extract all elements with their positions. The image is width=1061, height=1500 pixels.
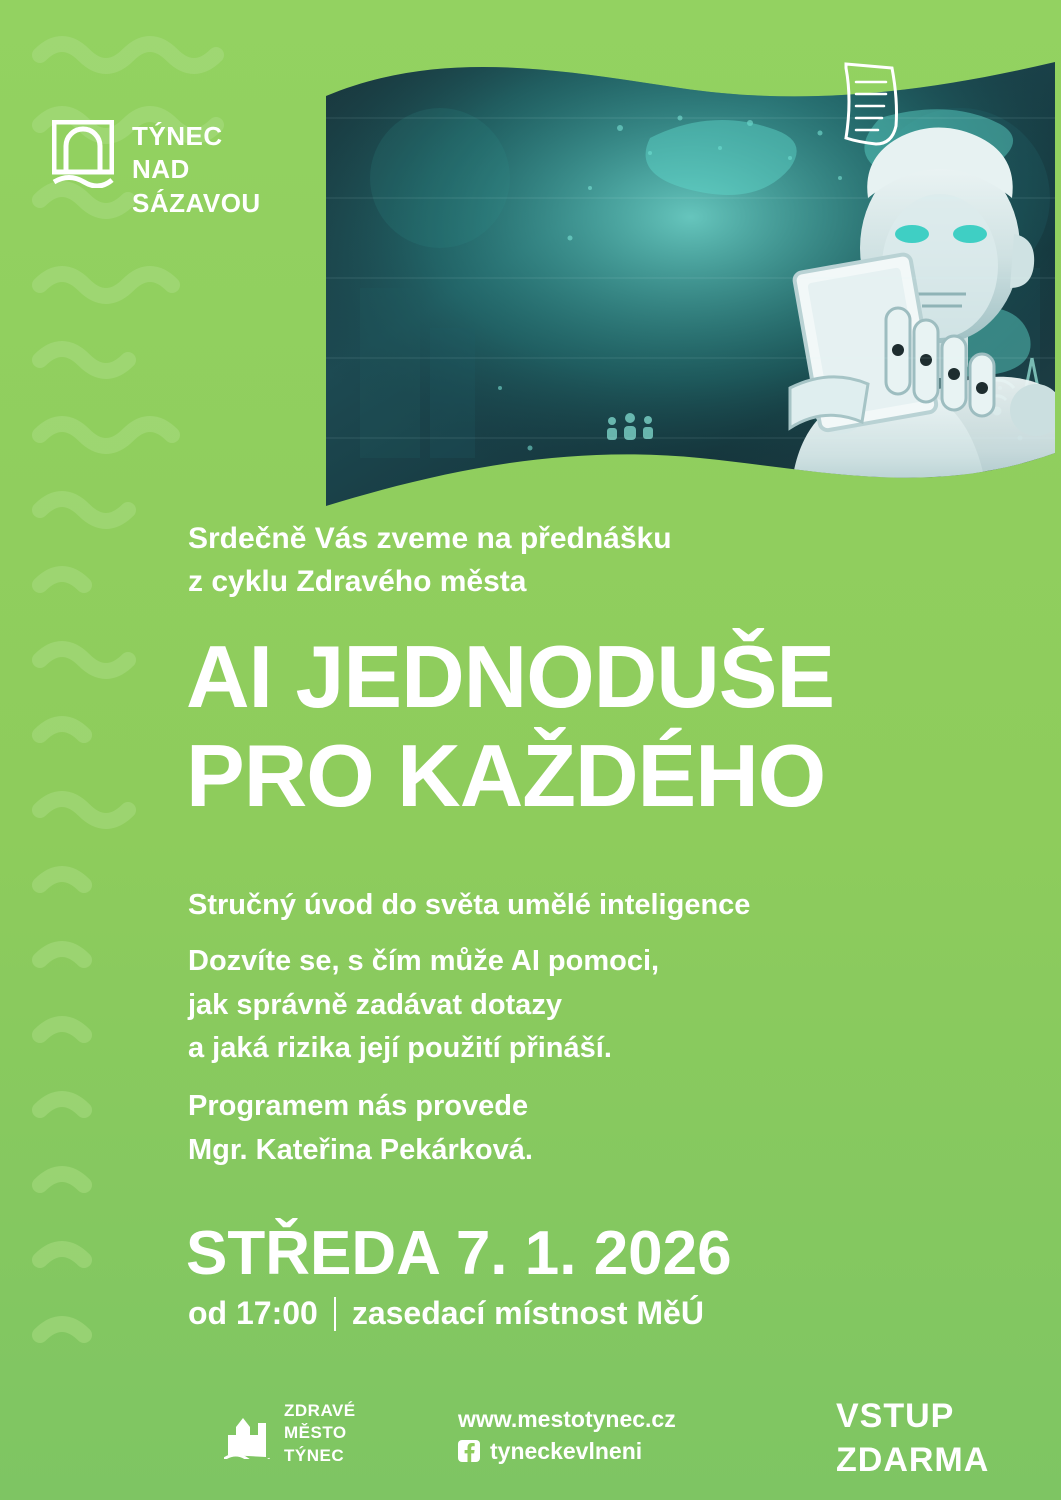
subtitle: Stručný úvod do světa umělé inteligence <box>188 889 751 921</box>
presenter-line-2: Mgr. Kateřina Pekárková. <box>188 1133 533 1166</box>
invitation-line-2: z cyklu Zdravého města <box>188 564 527 598</box>
logo-line-2: NAD <box>132 154 190 185</box>
separator-line <box>334 1297 336 1331</box>
invitation-text <box>188 518 1008 603</box>
event-place: zasedací místnost MěÚ <box>351 1295 704 1331</box>
facebook-icon <box>458 1440 480 1462</box>
title-line-1: AI JEDNODUŠE <box>186 627 835 726</box>
contact-links <box>458 1403 676 1467</box>
healthy-city-text <box>284 1400 356 1467</box>
city-logo <box>52 120 261 220</box>
bridge-arch-icon <box>52 120 114 188</box>
free-entry-line-2: ZDARMA <box>836 1440 990 1479</box>
presenter-line-1: Programem nás provede <box>188 1090 529 1122</box>
facebook-handle: tyneckevlneni <box>490 1438 643 1465</box>
hero-image <box>320 58 1061 513</box>
city-skyline-icon <box>224 1409 270 1459</box>
facebook-link[interactable] <box>458 1435 676 1467</box>
free-entry-note <box>836 1395 989 1482</box>
description-line-3: a jaká rizika její použití přináší. <box>188 1032 612 1064</box>
page-title <box>186 628 1046 825</box>
healthy-city-line-3: TÝNEC <box>284 1445 345 1465</box>
description-line-1: Dozvíte se, s čím může AI pomoci, <box>188 945 660 977</box>
healthy-city-line-2: MĚSTO <box>284 1423 347 1443</box>
website-link[interactable]: www.mestotynec.cz <box>458 1406 676 1432</box>
healthy-city-line-1: ZDRAVÉ <box>284 1401 356 1420</box>
document-sheet-icon <box>830 58 910 148</box>
city-logo-text <box>132 120 261 220</box>
event-time-place <box>188 1295 704 1332</box>
description-line-2: jak správně zadávat dotazy <box>188 988 562 1021</box>
logo-line-1: TÝNEC <box>132 121 223 151</box>
presenter-text <box>188 1085 1018 1172</box>
event-date: STŘEDA 7. 1. 2026 <box>186 1219 732 1288</box>
healthy-city-logo <box>224 1400 356 1467</box>
title-line-2: PRO KAŽDÉHO <box>186 725 826 825</box>
event-time: od 17:00 <box>188 1295 318 1331</box>
invitation-line-1: Srdečně Vás zveme na přednášku <box>188 522 672 555</box>
logo-line-3: SÁZAVOU <box>132 187 261 218</box>
description-text <box>188 940 1018 1071</box>
free-entry-line-1: VSTUP <box>836 1397 955 1435</box>
